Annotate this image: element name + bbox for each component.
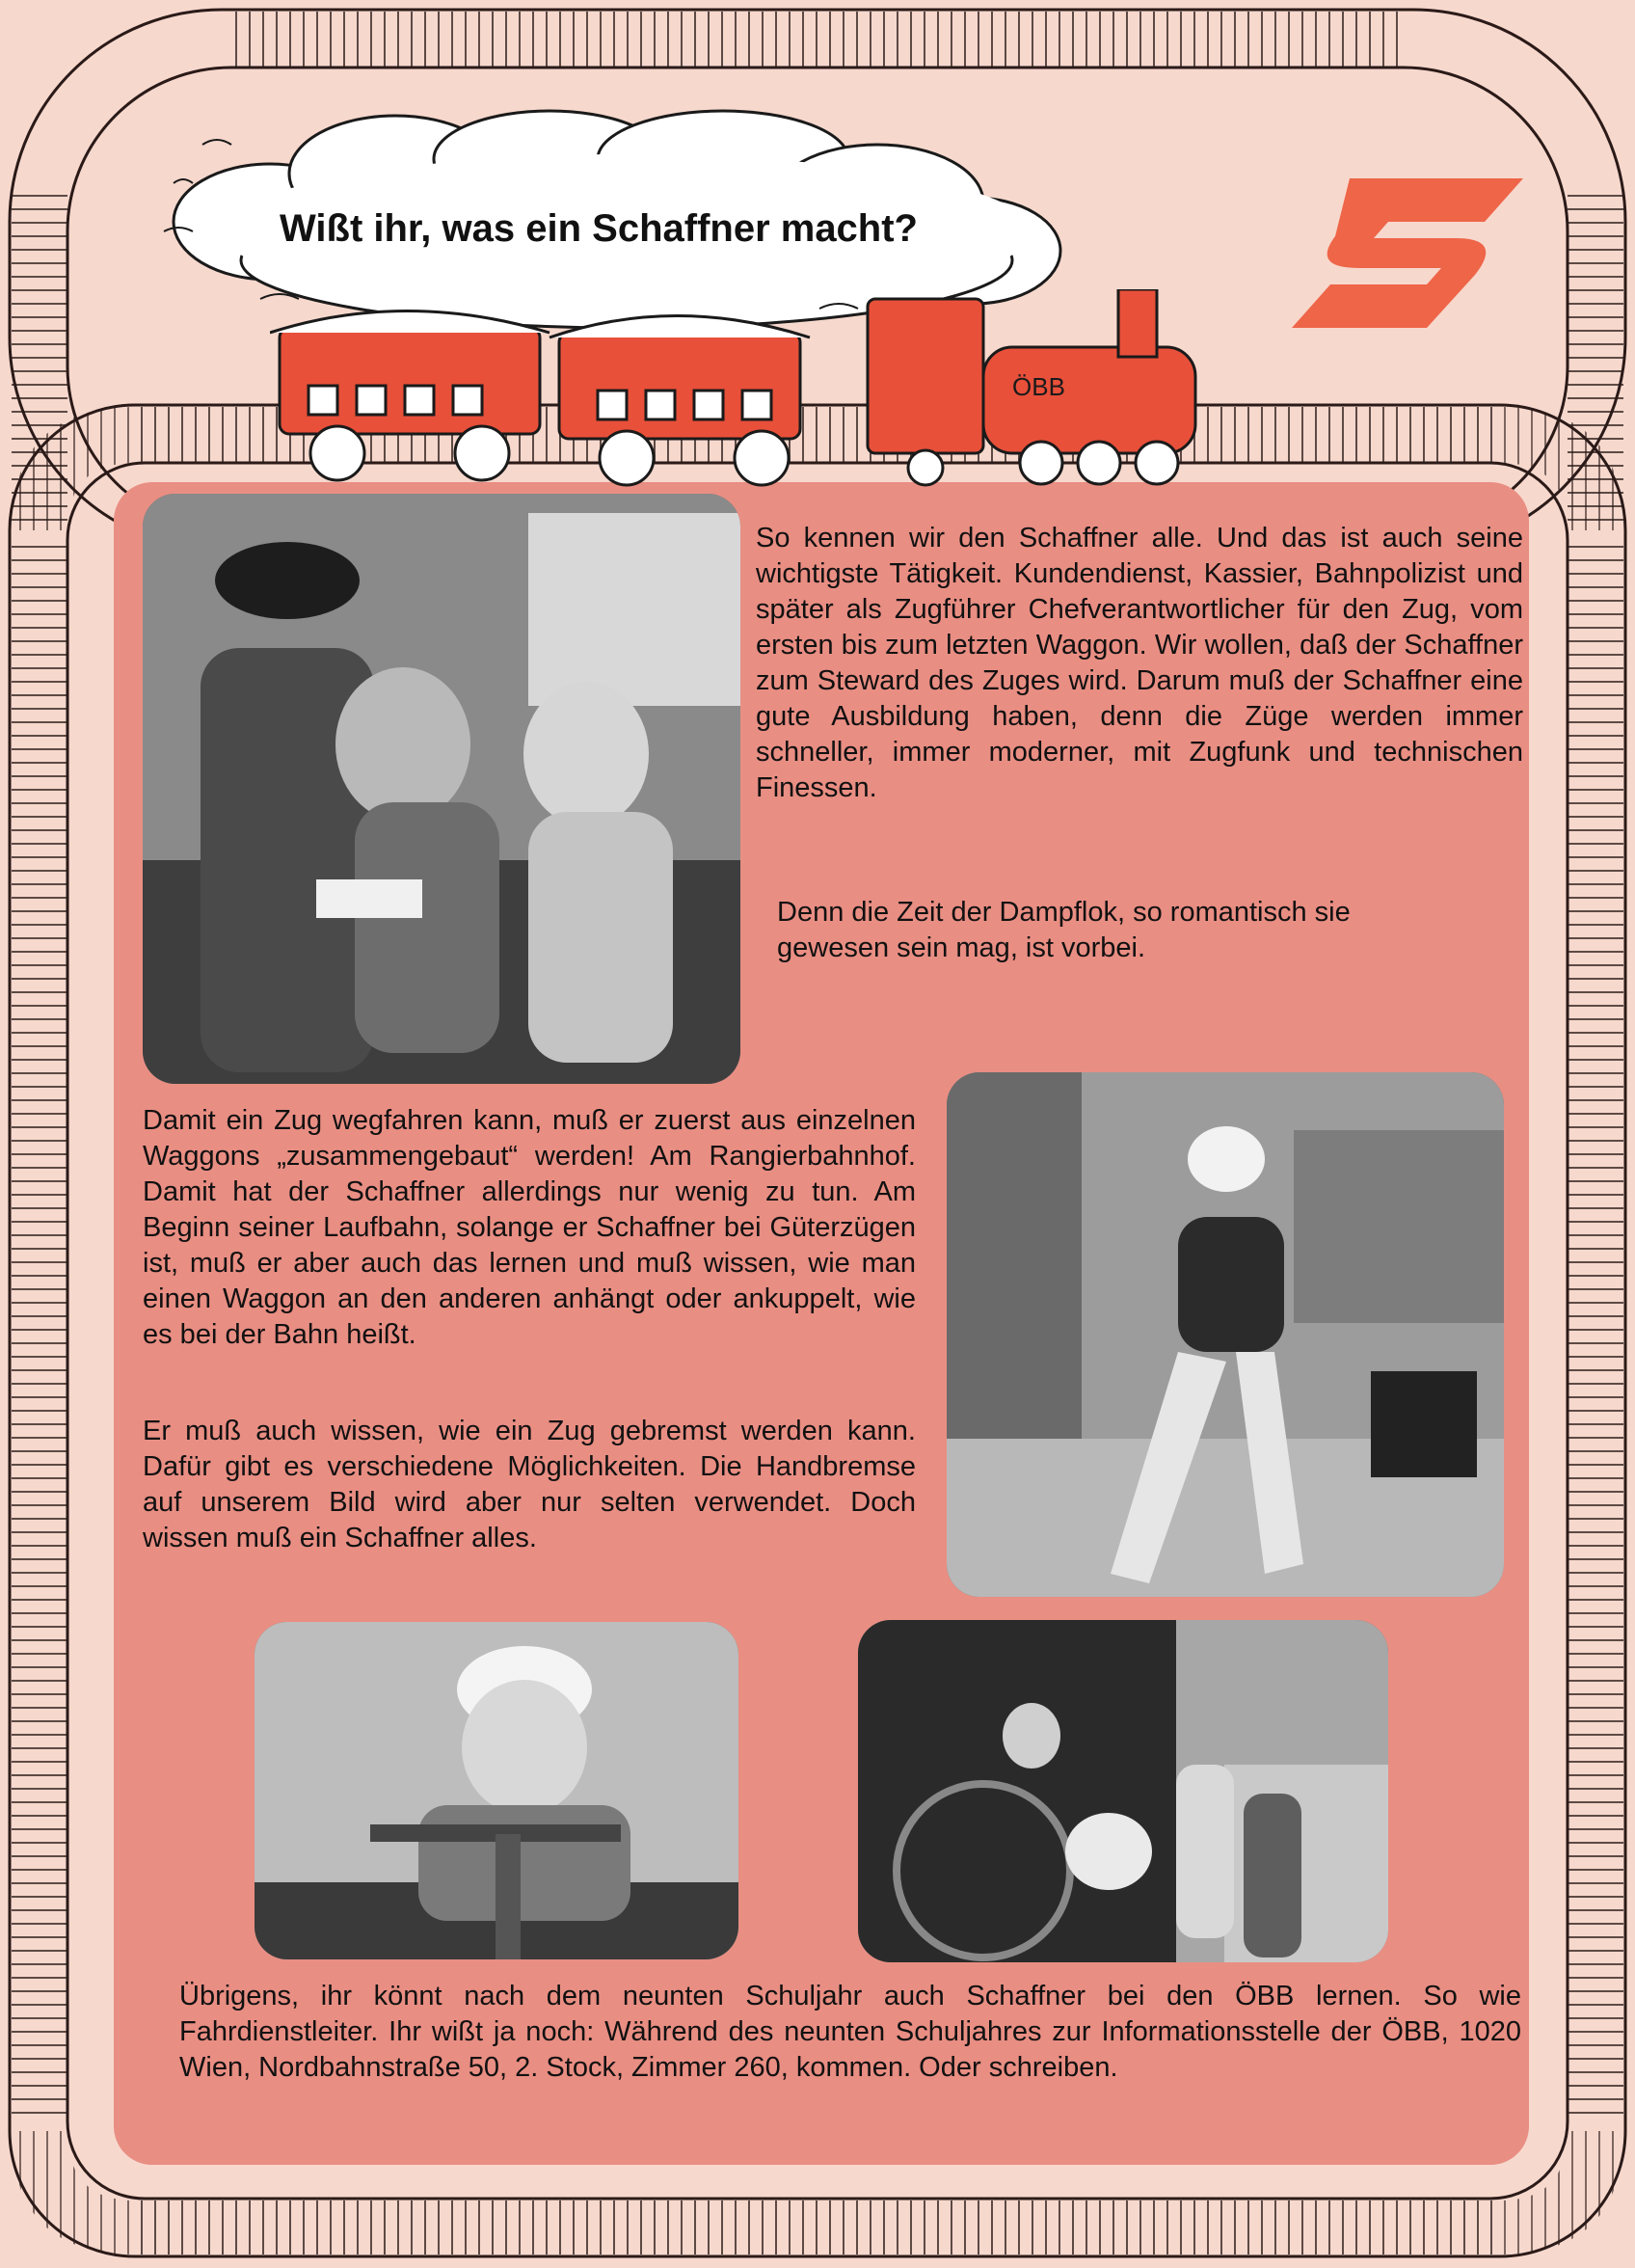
paragraph-steam-era: Denn die Zeit der Dampflok, so romantisch sie gewesen sein mag, ist vorbei. <box>777 897 1351 963</box>
paragraph-apprenticeship: Übrigens, ihr könnt nach dem neunten Schuljahr auch Schaffner bei den ÖBB lernen. So wie Fahrdienstleiter. Ihr wißt ja noch: Während des neunten Schuljahres zur Informationsstelle der ÖBB, 1020 Wien, Nordbahnstraße 50, 2. Stock, Zimmer 260, kommen. Oder schreiben. <box>179 1981 1521 2083</box>
photo-conductor-compartment <box>143 494 740 1084</box>
paragraph-braking: Er muß auch wissen, wie ein Zug gebremst werden kann. Dafür gibt es verschiedene Möglichkeiten. Die Handbremse auf unserem Bild wird aber nur selten verwendet. Doch wissen muß ein Schaffner alles. <box>143 1416 916 1553</box>
photo-boys-at-locomotive <box>858 1620 1388 1962</box>
paragraph-shunting: Damit ein Zug wegfahren kann, muß er zuerst aus einzelnen Waggons „zusammengebaut“ werden! Am Rangierbahnhof. Damit hat der Schaffner allerdings nur wenig zu tun. Am Beginn seiner Laufbahn, solange er Schaffner bei Güterzügen ist, muß er aber auch das lernen und muß wissen, wie man einen Waggon an den anderen anhängt oder ankuppelt, wie es bei der Bahn heißt. <box>143 1105 916 1350</box>
paragraph-conductor-role: So kennen wir den Schaffner alle. Und das ist auch seine wichtigste Tätigkeit. Kundendienst, Kassier, Bahnpolizist und später als Zugführer Chefverantwortlicher für den Zug, vom ersten bis zum letzten Waggon. Wir wollen, daß der Schaffner zum Steward des Zuges wird. Darum muß der Schaffner eine gute Ausbildung haben, denn die Züge werden immer schneller, immer moderner, mit Zugfunk und technischen Finessen. <box>756 523 1523 803</box>
oebb-logo-icon <box>1282 169 1533 333</box>
page-title: Wißt ihr, was ein Schaffner macht? <box>280 207 918 250</box>
steam-train-icon <box>270 289 1273 492</box>
photo-boy-with-flag <box>947 1072 1504 1597</box>
locomotive-lettering: ÖBB <box>1012 372 1065 401</box>
photo-boy-with-whistle <box>255 1622 738 1959</box>
